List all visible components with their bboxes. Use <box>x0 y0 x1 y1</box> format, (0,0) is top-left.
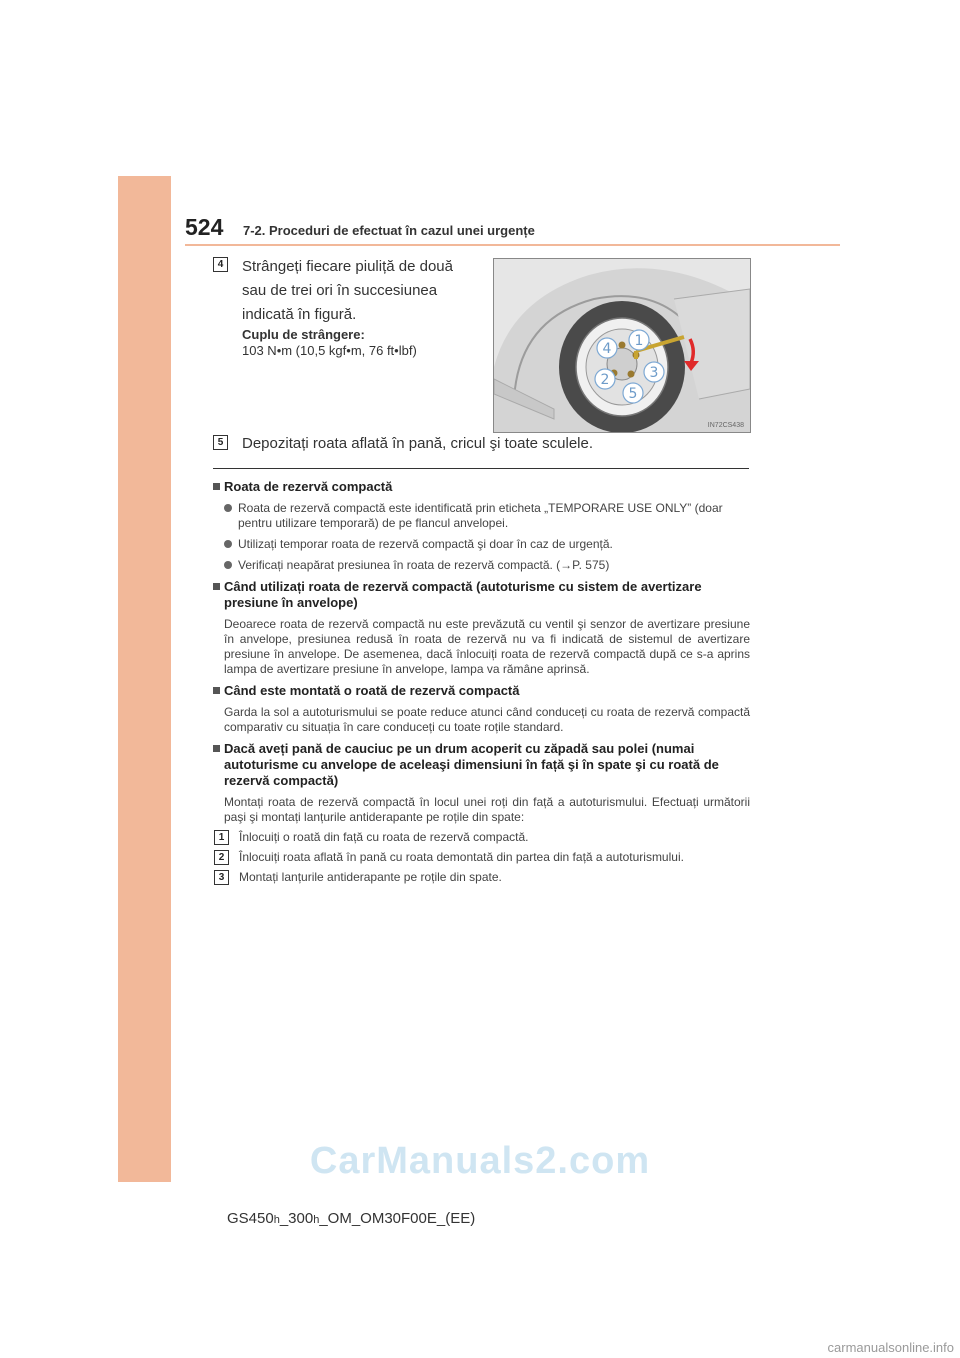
step-5-text: Depozitați roata aflată în pană, cricul şi toate sculele. <box>242 435 594 452</box>
dot-bullet-icon <box>224 540 232 548</box>
note-heading-mounted: Când este montată o roată de rezervă compactă <box>213 683 750 699</box>
step-5-number: 5 <box>213 435 228 450</box>
wheel-nut-tightening-figure <box>493 258 751 433</box>
header-divider <box>185 244 840 246</box>
nut-label-5: 5 <box>628 386 638 402</box>
bullet-item: Roata de rezervă compactă este identificată prin eticheta „TEMPORARE USE ONLY” (doar pentru utilizare temporară) de pe flancul anvelopei. <box>213 501 750 531</box>
torque-label: Cuplu de strângere: <box>242 327 365 342</box>
note-heading-tpms: Când utilizați roata de rezervă compactă (autoturisme cu sistem de avertizare presiune în anvelope) <box>213 579 750 611</box>
watermark-text: CarManuals2.com <box>309 1140 651 1182</box>
note-text-snow: Montați roata de rezervă compactă în locul unei roți din față a autoturismului. Efectuați următorii paşi şi montați lanțurile antiderapante pe roțile din spate: <box>224 795 750 824</box>
dot-bullet-icon <box>224 561 232 569</box>
square-bullet-icon <box>213 583 220 590</box>
substep-item: 3 Montați lanțurile antiderapante pe roțile din spate. <box>213 870 750 885</box>
dot-bullet-icon <box>224 504 232 512</box>
step-4-text: Strângeți fiecare piuliță de două sau de trei ori în succesiunea indicată în figură. <box>242 258 453 323</box>
section-divider <box>213 468 749 469</box>
figure-code: IN72CS438 <box>707 422 744 429</box>
note-text-mounted: Garda la sol a autoturismului se poate reduce atunci când conduceți cu roata de rezervă compactă comparativ cu situația în care conduceți cu toate roțile standard. <box>224 705 750 734</box>
torque-value: 103 N•m (10,5 kgf•m, 76 ft•lbf) <box>242 343 417 358</box>
square-bullet-icon <box>213 745 220 752</box>
note-text-tpms: Deoarece roata de rezervă compactă nu este prevăzută cu ventil şi senzor de avertizare presiune în anvelope, presiunea redusă în roata de rezervă nu va fi indicată de sistemul de avertizare presiune în anvelope. De asemenea, dacă înlocuiți roata de rezervă compactă după ce s-a aprins lampa de avertizare presiune în anvelope, lampa va rămâne aprinsă. <box>224 617 750 676</box>
chapter-sidebar-tab <box>118 176 171 1182</box>
notes-section <box>213 479 750 885</box>
square-bullet-icon <box>213 483 220 490</box>
nut-label-3: 3 <box>649 365 659 381</box>
substep-number: 2 <box>214 850 229 865</box>
watermark-corner-text: carmanualsonline.info <box>827 1340 954 1355</box>
bullet-item: Verificați neapărat presiunea în roata de rezervă compactă. (→P. 575) <box>213 558 750 573</box>
footer-model-code: GS450h_300h_OM_OM30F00E_(EE) <box>227 1210 476 1227</box>
substep-number: 1 <box>214 830 229 845</box>
note-heading-snow: Dacă aveți pană de cauciuc pe un drum acoperit cu zăpadă sau polei (numai autoturisme cu anvelope de aceleaşi dimensiuni în față şi în spate şi cu roată de rezervă compactă) <box>213 741 750 789</box>
substep-item: 2 Înlocuiți roata aflată în pană cu roata demontată din partea din față a autoturismului. <box>213 850 750 865</box>
wheel-illustration <box>494 259 750 432</box>
note-heading-compact-spare: Roata de rezervă compactă <box>213 479 750 495</box>
step-4-number: 4 <box>213 257 228 272</box>
bullet-item: Utilizați temporar roata de rezervă compactă şi doar în caz de urgență. <box>213 537 750 552</box>
nut-label-2: 2 <box>600 372 610 388</box>
section-title: 7-2. Proceduri de efectuat în cazul unei urgențe <box>243 223 535 238</box>
nut-label-4: 4 <box>602 341 612 357</box>
nut-label-1: 1 <box>634 333 644 349</box>
page-number: 524 <box>185 214 224 240</box>
square-bullet-icon <box>213 687 220 694</box>
substep-number: 3 <box>214 870 229 885</box>
substep-item: 1 Înlocuiți o roată din față cu roata de rezervă compactă. <box>213 830 750 845</box>
page-header <box>185 214 840 244</box>
